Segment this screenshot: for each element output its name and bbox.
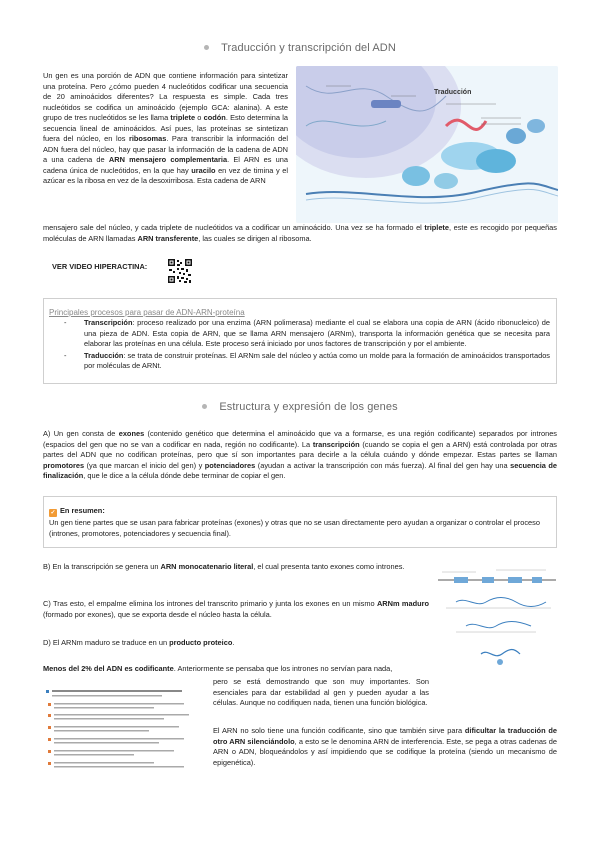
list-item-text — [84, 351, 550, 371]
text-run: en vez de timina y el azúcar es la ribosa en vez de la desoxirribosa. Esta cadena de ARN — [43, 165, 288, 186]
text-run: . — [232, 638, 235, 647]
bold-term: promotores — [43, 460, 85, 470]
summary-box — [43, 496, 557, 548]
bold-term: ARNm maduro — [376, 599, 429, 608]
text-run: mensajero sale del núcleo, y cada triplete de nucleótidos va a codificar un aminoácido. Una vez se ha formado el — [43, 223, 425, 232]
figure-label-translation: Traducción — [434, 89, 472, 96]
bold-term: producto proteico — [169, 638, 233, 647]
section-title-text: Estructura y expresión de los genes — [219, 401, 398, 413]
bold-term: exones — [118, 429, 145, 438]
text-run: , que le dice a la célula dónde debe terminar de copiar el gen. — [83, 471, 286, 481]
text-run: B) En la transcripción se genera un — [43, 562, 161, 571]
video-label: VER VIDEO HIPERACTINA: — [52, 262, 148, 271]
summary-body: Un gen tiene partes que se usan para fabricar proteínas (exones) y otras que no se usan directamente pero ayudan a organizar o controlar el proceso (intrones, promotores, potenciadores y secuencia final). — [49, 518, 540, 538]
text-run: A) Un gen consta de — [43, 429, 119, 438]
paragraph-c — [43, 599, 429, 620]
text-run: , el cual presenta tanto exones como intrones. — [253, 562, 405, 571]
text-run: , este es recogido por pequeñas moléculas de ARN llamadas — [43, 223, 557, 243]
paragraph-e1 — [43, 664, 429, 675]
text-run: : proceso realizado por una enzima (ARN polimerasa) mediante el cual se elabora una copia de ARN (ácido ribonucleico) de una pieza de ADN. Esta copia de ARN, que se llama ARN mensajero (ARNm), transporta la información genética que se necesita para elaborar las proteínas en una célula. Este proceso será iniciado por unos factores de transcripción y por el ambiente. — [84, 318, 550, 349]
bold-term: ribosomas — [128, 134, 167, 144]
paragraph-d — [43, 638, 429, 649]
summary-title: ✓ En resumen: — [50, 506, 105, 516]
bold-term: Traducción — [84, 350, 124, 360]
summary-title-text: En resumen — [60, 506, 103, 515]
bold-term: triplete — [170, 113, 196, 123]
section-title-translation — [0, 41, 600, 57]
text-run: (formado por exones), que se exporta desde el núcleo hasta la célula. — [43, 609, 272, 619]
list-item: - Transcripción: proceso realizado por una enzima (ARN polimerasa) mediante el cual se elabora una copia de ARN (ácido ribonucleico) de una pieza de ADN. Esta copia de ARN, que se llama ARN mensajero (ARNm), transporta la información genética que se necesita para elaborar las proteínas en una célula. Este proceso será iniciado por unos factores de transcripción y por el ambiente. — [64, 318, 550, 349]
paragraph-interference — [213, 726, 557, 768]
paragraph-gene-structure — [43, 429, 557, 482]
bold-term: transcripción — [312, 439, 360, 449]
processes-list — [64, 318, 550, 373]
bold-term: Menos del 2% del ADN es codificante — [43, 664, 174, 673]
bold-term: ARN transferente — [137, 233, 199, 243]
bold-term: ARN mensajero complementaria — [108, 155, 228, 165]
text-run: El ARN no solo tiene una función codificante, sino que también sirve para — [213, 726, 465, 735]
text-run: : se trata de construir proteínas. El ARNm sale del núcleo y actúa como un molde para la formación de aminoácidos transportados por moléculas de ARNt. — [84, 350, 550, 371]
text-run: . Esto determina la secuencia lineal de aminoácidos. Así pues, las proteínas se sintetizan fuera del núcleo, en los — [43, 113, 289, 144]
text-run: (ya que marcan el inicio del gen) y — [84, 460, 205, 470]
bullet-icon — [204, 45, 209, 50]
paragraph-e2 — [213, 677, 429, 709]
text-run: . El ARN es una cadena única de nucleótidos, en la que hay — [43, 155, 289, 175]
bold-term: triplete — [424, 223, 449, 232]
section-title-structure — [0, 400, 600, 416]
lightbulb-icon: ✓ — [50, 510, 56, 516]
text-run: . Anteriormente se pensaba que los intrones no servían para nada, — [173, 664, 393, 673]
bold-term: potenciadores — [204, 460, 256, 470]
processes-box — [43, 298, 557, 384]
list-item-text — [84, 318, 550, 348]
qr-code-icon[interactable] — [167, 258, 193, 284]
text-run: pero se está demostrando que son muy importantes. Son esenciales para dar estabilidad al gen y pueden ayudar a las células. Aunque no codifiquen nada, tienen una función biológica. — [213, 677, 429, 708]
paragraph-arn-transfer — [43, 223, 557, 244]
text-run: , a esto se le denomina ARN de interferencia. Este, se pega a otras cadenas de ARN o ADN, bloqueándolos y así impidiendo que se codifique la proteína (siendo un mecanismo de epigenética). — [213, 736, 557, 767]
translation-figure — [296, 66, 558, 223]
section-title-text: Traducción y transcripción del ADN — [221, 42, 396, 54]
text-run: (contenido genético que determina el aminoácido que va a formarse, es una región codificante) separados por intrones (espacios del gen que no se van a codificar en nada, región no codificante). La — [43, 429, 558, 449]
bold-term: ARN monocatenario literal — [160, 562, 254, 571]
paragraph-gen-intro — [43, 71, 288, 187]
gene-expression-diagram — [436, 562, 560, 672]
bold-term: uracilo — [191, 165, 216, 175]
text-run: Un gen es una porción de ADN que contiene información para sintetizar una proteína. Pero ¿cómo pueden 4 nucleótidos codificar una secuencia de 20 aminoácidos diferentes? La respuesta es simple. Cada tres nucleótidos se codifica un aminoácido (ejemplo GCA: alanina). A este grupo de tres nucleótidos se les llama — [43, 71, 288, 123]
bold-term: Transcripción — [84, 318, 133, 327]
bold-term: codón — [203, 113, 226, 123]
processes-box-title: Principales procesos para pasar de ADN-ARN-proteína — [49, 308, 245, 317]
text-run: (cuando se copia el gen a ARN) está controlada por otras partes del ADN que no codifican proteínas, pero que sí son importantes para decirle a la célula cuándo y dónde empezar. Estas partes se llaman — [43, 439, 557, 460]
text-run: . Para transcribir la información del ADN fuera del núcleo, hay que pasar la información de la cadena de ADN a una cadena de — [43, 134, 288, 165]
text-run: , las cuales se dirigen al ribosoma. — [198, 233, 312, 243]
text-run: D) El ARNm maduro se traduce en un — [43, 638, 170, 647]
text-run: o — [195, 113, 204, 123]
bold-term: dificultar la traducción de otro ARN silenciándolo — [213, 726, 557, 746]
notes-thumbnail — [44, 688, 204, 790]
bold-term: secuencia de finalización — [43, 460, 557, 481]
text-run: (ayudan a activar la transcripción con más fuerza). Al final del gen hay una — [255, 460, 511, 470]
bullet-icon — [202, 404, 207, 409]
list-item: - Traducción: se trata de construir proteínas. El ARNm sale del núcleo y actúa como un molde para la formación de aminoácidos transportados por moléculas de ARNt. — [64, 350, 550, 371]
text-run: C) Tras esto, el empalme elimina los intrones del transcrito primario y junta los exones en un mismo — [43, 599, 377, 608]
paragraph-b — [43, 562, 429, 573]
